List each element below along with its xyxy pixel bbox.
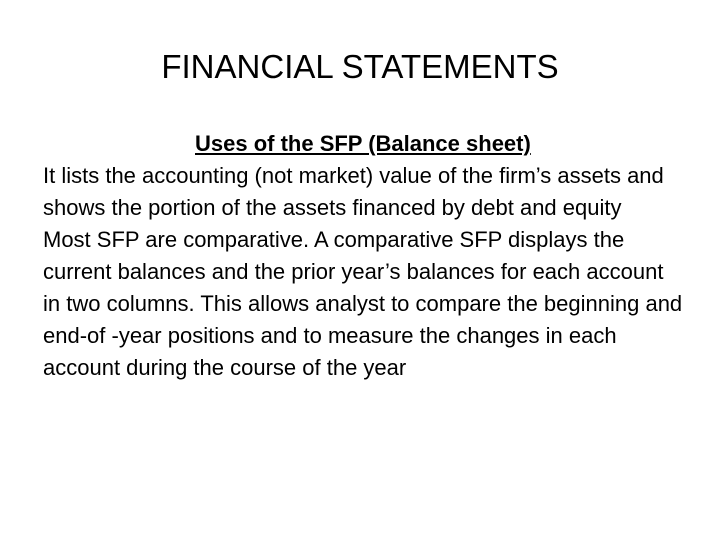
paragraph-comparative-sfp: Most SFP are comparative. A comparative SFP displays the current balances and the prior year’s balances for each account in two columns. This allows analyst to compare the beginning and end-of -year positions and to measure the changes in each account during the course of the year (43, 227, 683, 380)
slide-title: FINANCIAL STATEMENTS (161, 48, 559, 85)
slide-body (43, 128, 683, 384)
paragraph-sfp-purpose: It lists the accounting (not market) value of the firm’s assets and shows the portion of the assets financed by debt and equity (43, 163, 664, 220)
section-subheading: Uses of the SFP (Balance sheet) (195, 131, 531, 156)
